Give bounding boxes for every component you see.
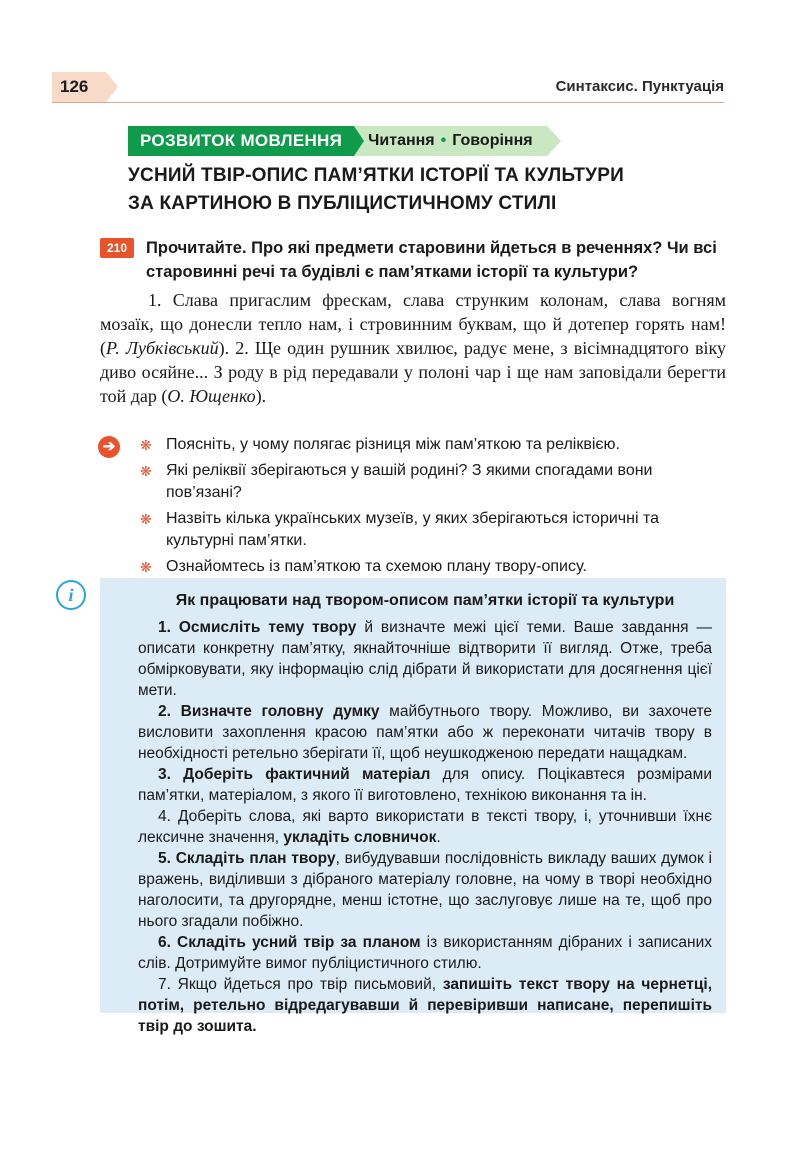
question-item (140, 556, 726, 578)
info-step (138, 806, 712, 848)
info-step (138, 932, 712, 974)
snowflake-bullet-icon: ❋ (140, 463, 152, 479)
step-text: для опису. Поцікавтеся розмірами пам’ятки, матеріалом, з якого її виготовлено, технікою виконання та ін. (138, 766, 712, 804)
step-bold: 1. Осмисліть тему твору (158, 619, 357, 636)
running-title: Синтаксис. Пунктуація (555, 78, 724, 95)
section-banner (128, 126, 561, 156)
snowflake-bullet-icon: ❋ (140, 559, 152, 575)
lesson-title (128, 162, 624, 218)
reading-paragraph (100, 288, 726, 408)
step-text: , вибудувавши послідовність викладу ваших думок і вражень, виділивши з дібраного матеріалу головне, на чому в творі необхідно наголосити, та другорядне, менш істотне, що заслуговує лише на те, щоб про нього згадали побіжно. (138, 850, 712, 930)
lesson-title-line-2: ЗА КАРТИНОЮ В ПУБЛІЦИСТИЧНОМУ СТИЛІ (128, 193, 557, 214)
snowflake-bullet-icon: ❋ (140, 511, 152, 527)
banner-arrow (354, 126, 364, 156)
question-text: Ознайомтесь із пам’яткою та схемою плану твору-опису. (166, 558, 587, 575)
info-step (138, 764, 712, 806)
step-bold: запишіть текст твору на чернетці, потім, ретельно відредагувавши й перевіривши написане, перепишіть твір до зошита. (138, 976, 713, 1035)
step-bold: 2. Визначте головну думку (158, 703, 380, 720)
step-text: й визначте межі цієї теми. Ваше завдання — описати конкретну пам’ятку, якнайточніше відтворити її вигляд. Отже, треба обмірковувати, яку інформацію слід дібрати й використати для досягнення цієї мети. (138, 619, 712, 699)
lesson-title-line-1: УСНИЙ ТВІР-ОПИС ПАМ’ЯТКИ ІСТОРІЇ ТА КУЛЬТУРИ (128, 165, 624, 186)
info-circle-icon: i (56, 580, 86, 610)
info-step (138, 848, 712, 932)
reading-label: Читання (368, 132, 435, 149)
separator-dot: • (440, 132, 447, 149)
author-2: О. Ющенко (167, 386, 256, 406)
snowflake-bullet-icon: ❋ (140, 437, 152, 453)
info-box (100, 578, 726, 1035)
step-bold: 3. Доберіть фактичний матеріал (158, 766, 431, 783)
info-step (138, 701, 712, 764)
reading-text (100, 288, 726, 408)
author-1: Р. Лубківський (106, 338, 219, 358)
page-number: 126 (52, 72, 106, 102)
question-text: Поясніть, у чому полягає різниця між пам’яткою та реліквією. (166, 436, 620, 453)
step-prefix: 7. Якщо йдеться про твір письмовий, (158, 976, 443, 993)
question-item (140, 460, 726, 504)
info-step (138, 974, 712, 1037)
question-text: Назвіть кілька українських музеїв, у яких зберігаються історичні та культурні пам’ятки. (166, 510, 660, 549)
question-list (140, 434, 726, 582)
arrow-right-circle-icon: ➔ (98, 436, 120, 458)
step-prefix: 4. Доберіть слова, які варто використати в тексті твору, і, уточнивши їхнє лексичне значення, (138, 808, 712, 846)
step-text: . (436, 829, 441, 846)
page-number-tab-tail (106, 72, 118, 102)
info-step (138, 617, 712, 701)
question-item (140, 508, 726, 552)
exercise-number-badge: 210 (100, 238, 134, 258)
question-text: Які реліквії зберігаються у вашій родині? З якими спогадами вони пов’язані? (166, 462, 653, 501)
step-bold: 6. Складіть усний твір за планом (158, 934, 421, 951)
reading-part-2: ). 2. Ще один рушник хвилює, радує мене, з вісімнадцятого віку диво осяйне... З роду в рід передавали у полоні чар і ще нам заповідали берегти той дар ( (100, 338, 726, 406)
step-bold: укладіть словничок (283, 829, 437, 846)
question-item (140, 434, 726, 456)
step-text: майбутнього твору. Можливо, ви захочете висловити захоплення красою пам’ятки або ж переконати читачів твору в необхідності ретельно зберігати її, щоб неушкодженою передати нащадкам. (138, 703, 712, 762)
step-bold: 5. Складіть план твору (158, 850, 336, 867)
header-divider (52, 102, 724, 103)
section-label: РОЗВИТОК МОВЛЕННЯ (128, 126, 354, 156)
info-box-heading: Як працювати над твором-описом пам’ятки історії та культури (175, 592, 675, 609)
reading-part-3: ). (255, 386, 267, 406)
activity-label (354, 126, 546, 156)
speaking-label: Говоріння (452, 132, 533, 149)
step-text: із використанням дібраних і записаних слів. Дотримуйте вимог публіцистичного стилю. (138, 934, 712, 972)
exercise-task: Прочитайте. Про які предмети старовини йдеться в реченнях? Чи всі старовинні речі та будівлі є пам’ятками історії та культури? (146, 239, 717, 281)
reading-part-1: 1. Слава пригаслим фрескам, слава струнким колонам, слава вогням мозаїк, що донесли тепло нам, і стровинним буквам, що й дотепер горять нам! ( (100, 290, 726, 358)
banner-end (547, 126, 561, 156)
